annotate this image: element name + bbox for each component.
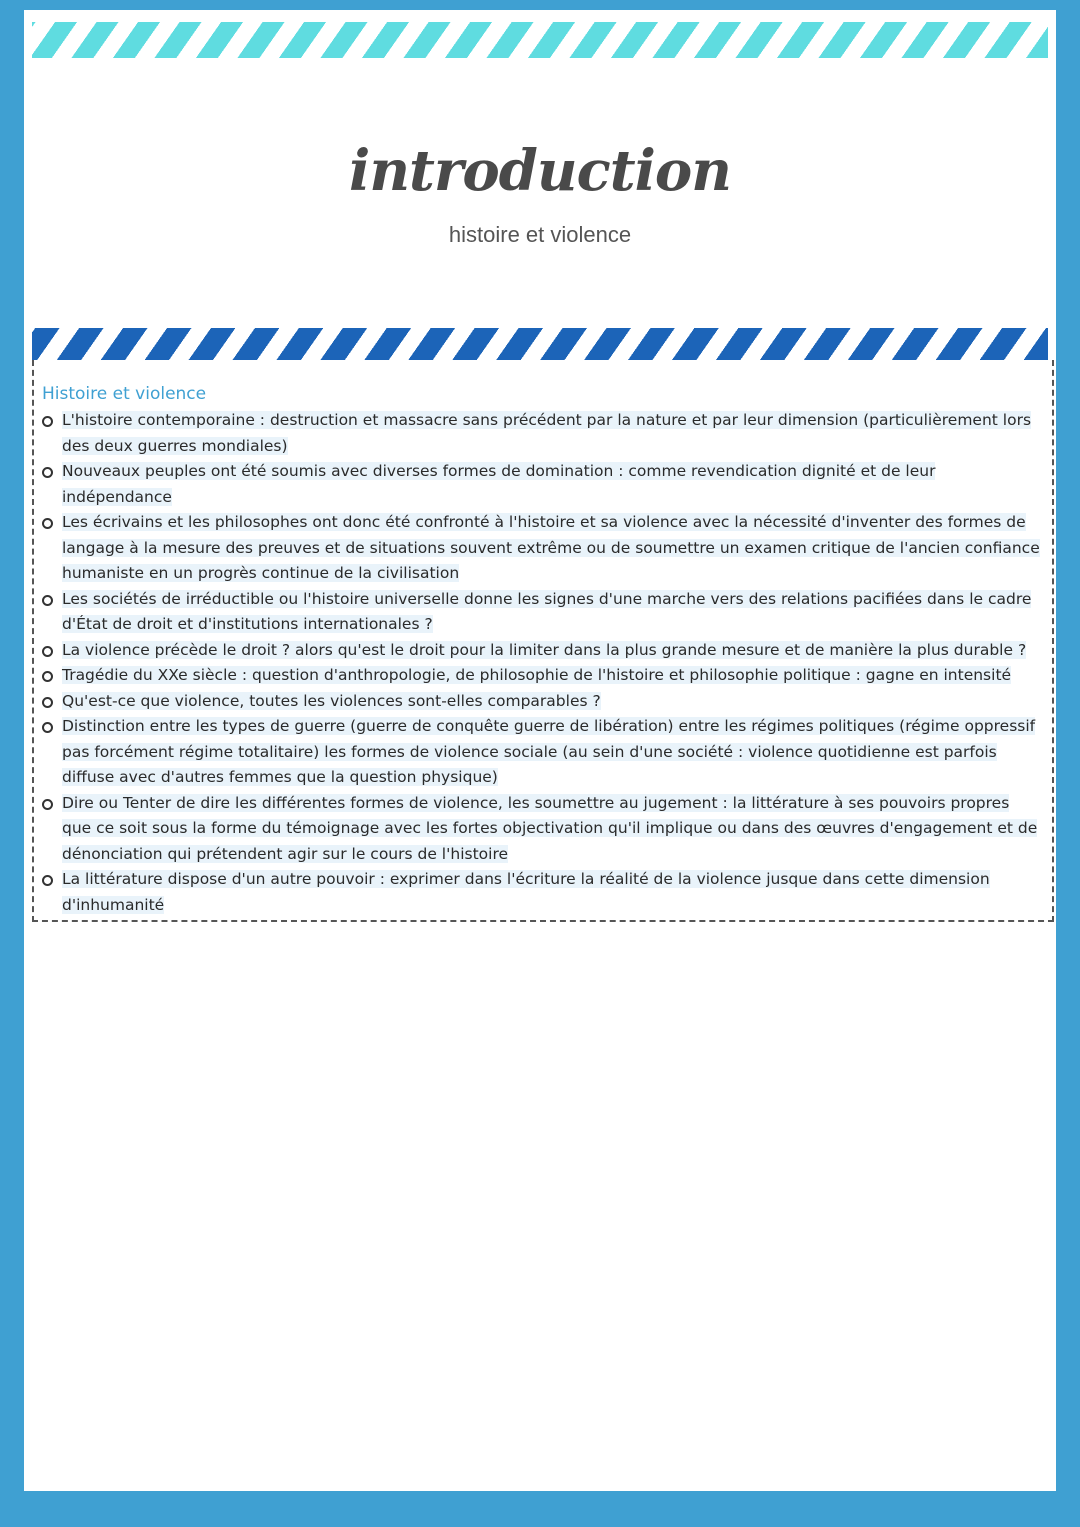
circle-bullet-icon <box>42 875 53 886</box>
circle-bullet-icon <box>42 416 53 427</box>
list-item <box>42 587 1042 638</box>
circle-bullet-icon <box>42 518 53 529</box>
section-title: Histoire et violence <box>42 384 207 404</box>
list-item-text: Dire ou Tenter de dire les différentes formes de violence, les soumettre au jugement : la littérature à ses pouvoirs propres que ce soit sous la forme du témoignage avec les fortes objectivation qu'il implique ou dans des œuvres d'engagement et de dénonciation qui prétendent agir sur le cours de l'histoire <box>62 793 1038 863</box>
list-item <box>42 791 1042 868</box>
list-item <box>42 867 1042 918</box>
circle-bullet-icon <box>42 467 53 478</box>
section-stripe-banner <box>32 328 1048 360</box>
list-item <box>42 510 1042 587</box>
document-page <box>24 10 1056 1491</box>
list-item-text: Les sociétés de irréductible ou l'histoire universelle donne les signes d'une marche vers des relations pacifiées dans le cadre d'État de droit et d'institutions internationales ? <box>62 589 1032 633</box>
circle-bullet-icon <box>42 722 53 733</box>
circle-bullet-icon <box>42 697 53 708</box>
circle-bullet-icon <box>42 799 53 810</box>
list-item <box>42 714 1042 791</box>
list-item-text: Nouveaux peuples ont été soumis avec diverses formes de domination : comme revendication dignité et de leur indépendance <box>62 462 936 506</box>
page-subtitle: histoire et violence <box>448 222 632 247</box>
list-item <box>42 459 1042 510</box>
list-item-text: Les écrivains et les philosophes ont donc été confronté à l'histoire et sa violence avec la nécessité d'inventer des formes de langage à la mesure des preuves et de situations souvent extrême ou de soumettre un examen critique de l'ancien confiance humaniste en un progrès continue de la civilisation <box>62 513 1040 582</box>
list-item-text: La violence précède le droit ? alors qu'est le droit pour la limiter dans la plus grande mesure et de manière la plus durable ? <box>62 640 1027 659</box>
list-item <box>42 663 1042 689</box>
list-item <box>42 408 1042 459</box>
list-item-text: Tragédie du XXe siècle : question d'anthropologie, de philosophie de l'histoire et philosophie politique : gagne en intensité <box>62 666 1012 684</box>
circle-bullet-icon <box>42 671 53 682</box>
list-item-text: L'histoire contemporaine : destruction et massacre sans précédent par la nature et par leur dimension (particulièrement lors des deux guerres mondiales) <box>62 411 1032 455</box>
top-stripe-banner <box>32 22 1048 58</box>
list-item <box>42 638 1042 664</box>
list-item-text: La littérature dispose d'un autre pouvoir : exprimer dans l'écriture la réalité de la violence jusque dans cette dimension d'inhumanité <box>62 870 990 914</box>
bullet-list <box>42 408 1042 918</box>
list-item-text: Qu'est-ce que violence, toutes les violences sont-elles comparables ? <box>62 691 601 710</box>
circle-bullet-icon <box>42 595 53 606</box>
notes-section <box>42 382 1042 918</box>
list-item-text: Distinction entre les types de guerre (guerre de conquête guerre de libération) entre les régimes politiques (régime oppressif pas forcément régime totalitaire) les formes de violence sociale (au sein d'une société : violence quotidienne est parfois diffuse avec d'autres femmes que la question physique) <box>62 717 1036 786</box>
circle-bullet-icon <box>42 646 53 657</box>
page-title: introduction <box>349 138 731 204</box>
list-item <box>42 689 1042 715</box>
